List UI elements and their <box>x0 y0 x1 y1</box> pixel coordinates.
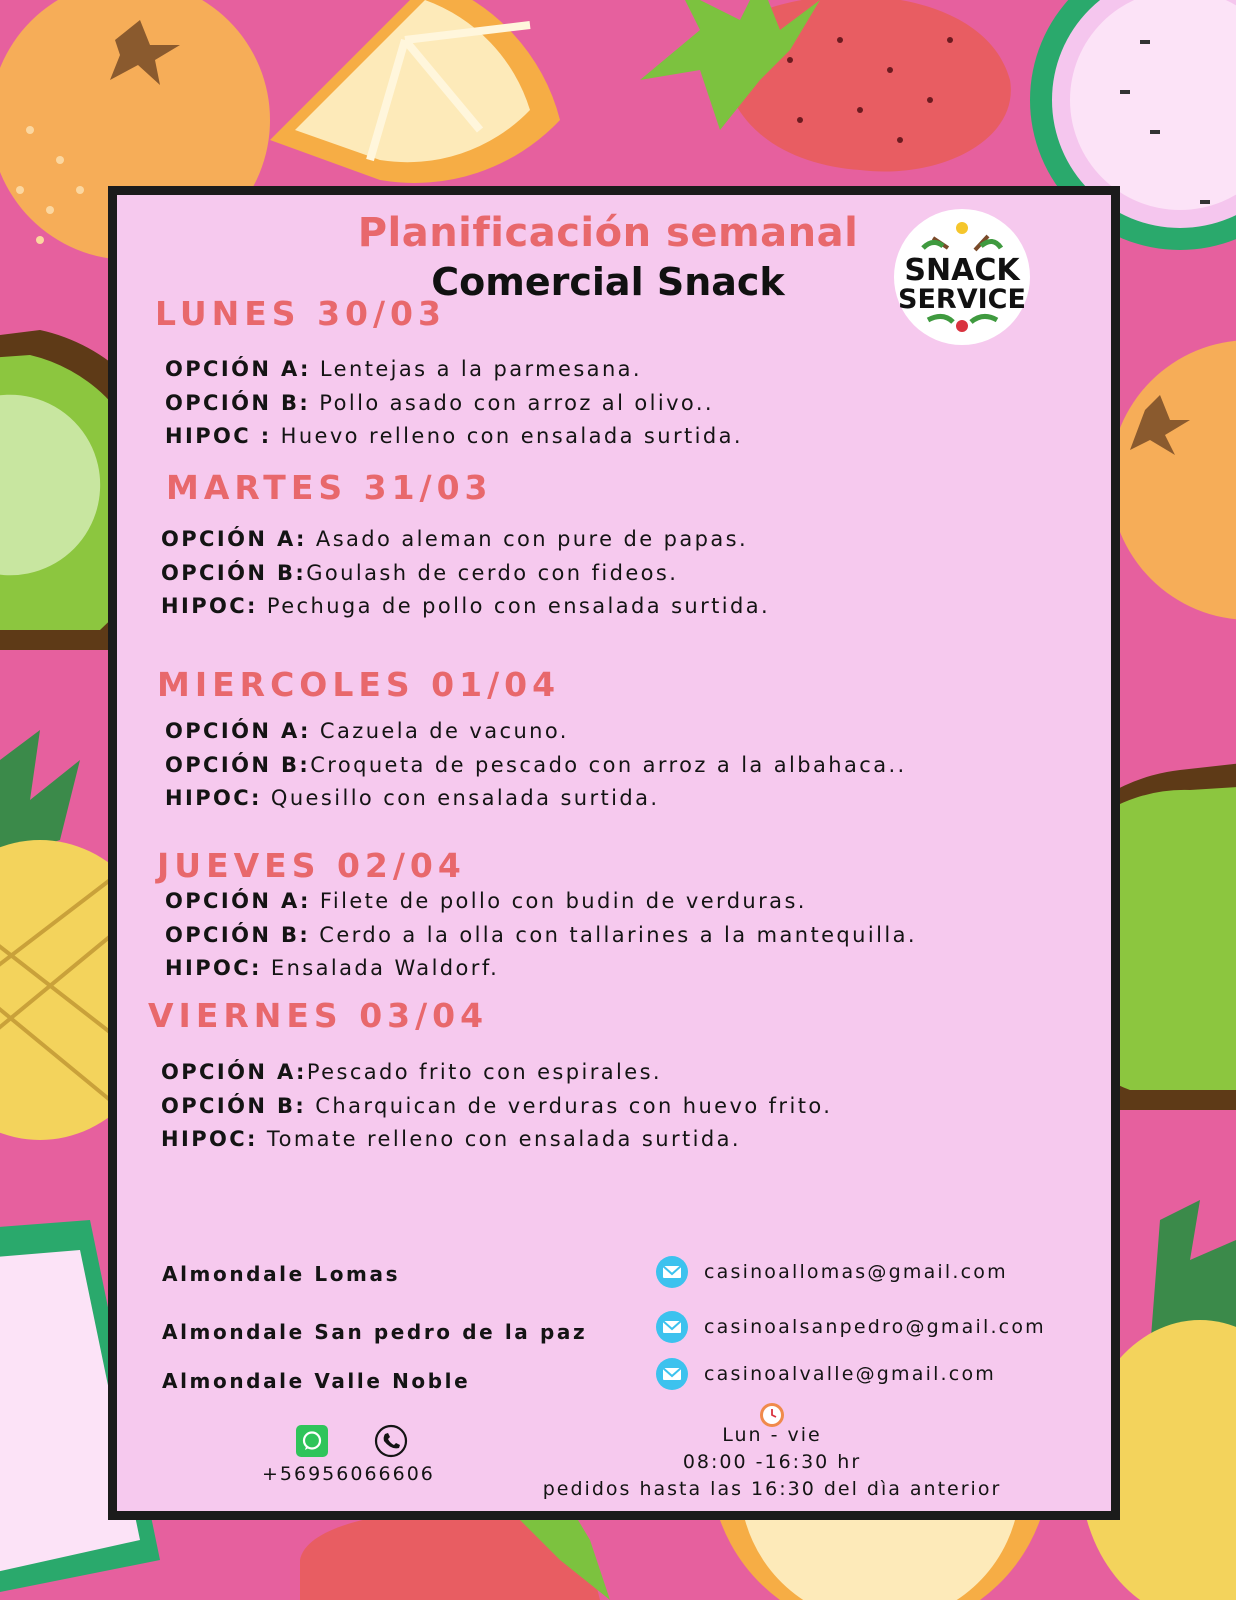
option-text: Tomate relleno con ensalada surtida. <box>257 1127 741 1151</box>
order-note: pedidos hasta las 16:30 del dìa anterior <box>542 1478 1002 1500</box>
day-heading-miercoles: MIERCOLES 01/04 <box>157 665 561 704</box>
option-text: Asado aleman con pure de papas. <box>306 527 749 551</box>
day-heading-jueves: JUEVES 02/04 <box>157 846 466 885</box>
option-label: OPCIÓN A: <box>165 719 311 743</box>
day-heading-viernes: VIERNES 03/04 <box>148 996 489 1035</box>
whatsapp-icon[interactable] <box>296 1425 328 1457</box>
email-icon <box>656 1256 688 1288</box>
menu-option <box>165 353 743 387</box>
option-text: Pechuga de pollo con ensalada surtida. <box>257 594 771 618</box>
email-link[interactable]: casinoalvalle@gmail.com <box>704 1363 996 1385</box>
menu-option <box>161 590 770 624</box>
lemon-slice-illustration <box>720 1520 1040 1600</box>
day-heading-lunes: LUNES 30/03 <box>155 294 446 333</box>
option-label: OPCIÓN B: <box>165 752 311 777</box>
option-label: HIPOC : <box>165 424 272 448</box>
opening-time: 08:00 -16:30 hr <box>682 1451 862 1473</box>
orange-illustration <box>1110 340 1236 620</box>
option-label: OPCIÓN A: <box>161 527 307 551</box>
option-text: Filete de pollo con budin de verduras. <box>310 889 807 913</box>
option-text: Huevo relleno con ensalada surtida. <box>271 424 743 448</box>
email-row-valle <box>656 1358 996 1390</box>
option-text: Ensalada Waldorf. <box>261 956 500 980</box>
phone-icon[interactable] <box>374 1424 408 1458</box>
option-label: OPCIÓN A: <box>161 1060 307 1084</box>
page-subtitle: Comercial Snack <box>431 260 785 304</box>
email-link[interactable]: casinoallomas@gmail.com <box>704 1261 1008 1283</box>
day-heading-martes: MARTES 31/03 <box>166 468 493 507</box>
option-label: OPCIÓN B: <box>165 390 311 415</box>
logo-text-line-2: SERVICE <box>898 284 1026 315</box>
option-label: HIPOC: <box>165 786 262 810</box>
menu-option <box>161 1090 832 1124</box>
option-text: Goulash de cerdo con fideos. <box>306 560 679 585</box>
menu-option <box>165 749 907 783</box>
day-options-martes <box>161 523 770 624</box>
day-options-viernes <box>161 1056 832 1157</box>
option-label: OPCIÓN B: <box>165 922 311 947</box>
option-label: OPCIÓN B: <box>161 560 307 585</box>
logo-text-line-1: SNACK <box>904 253 1020 288</box>
option-label: OPCIÓN B: <box>161 1093 307 1118</box>
option-text: Charquican de verduras con huevo frito. <box>306 1093 833 1118</box>
day-options-lunes <box>165 353 743 454</box>
snack-service-logo <box>893 208 1031 346</box>
location-valle-noble: Almondale Valle Noble <box>162 1369 471 1393</box>
lemon-slice-illustration <box>270 0 560 183</box>
option-text: Lentejas a la parmesana. <box>310 357 642 381</box>
option-text: Cazuela de vacuno. <box>310 719 569 743</box>
option-label: HIPOC: <box>161 594 258 618</box>
day-options-jueves <box>165 885 917 986</box>
menu-option <box>161 1123 832 1157</box>
email-icon <box>656 1358 688 1390</box>
menu-option <box>161 1056 832 1090</box>
option-label: HIPOC: <box>161 1127 258 1151</box>
option-text: Quesillo con ensalada surtida. <box>261 786 660 810</box>
option-text: Croqueta de pescado con arroz a la albahaca.. <box>310 752 907 777</box>
strawberry-illustration <box>640 0 1011 172</box>
phone-number[interactable]: +56956066606 <box>262 1463 435 1485</box>
day-options-miercoles <box>165 715 907 816</box>
email-row-lomas <box>656 1256 1008 1288</box>
email-row-san-pedro <box>656 1311 1046 1343</box>
page-title: Planificación semanal <box>357 210 859 256</box>
opening-days: Lun - vie <box>722 1424 822 1446</box>
menu-option <box>161 557 770 591</box>
menu-option <box>165 715 907 749</box>
option-text: Pescado frito con espirales. <box>306 1060 662 1084</box>
email-icon <box>656 1311 688 1343</box>
menu-option <box>165 387 743 421</box>
menu-option <box>165 782 907 816</box>
menu-option <box>165 952 917 986</box>
option-label: HIPOC: <box>165 956 262 980</box>
option-text: Pollo asado con arroz al olivo.. <box>310 390 714 415</box>
location-lomas: Almondale Lomas <box>162 1262 401 1286</box>
option-text: Cerdo a la olla con tallarines a la mantequilla. <box>310 922 917 947</box>
opening-hours <box>520 1422 1024 1503</box>
menu-option <box>165 420 743 454</box>
email-link[interactable]: casinoalsanpedro@gmail.com <box>704 1316 1046 1338</box>
location-san-pedro: Almondale San pedro de la paz <box>162 1320 588 1344</box>
option-label: OPCIÓN A: <box>165 357 311 381</box>
menu-option <box>165 885 917 919</box>
menu-option <box>165 919 917 953</box>
option-label: OPCIÓN A: <box>165 889 311 913</box>
menu-option <box>161 523 770 557</box>
